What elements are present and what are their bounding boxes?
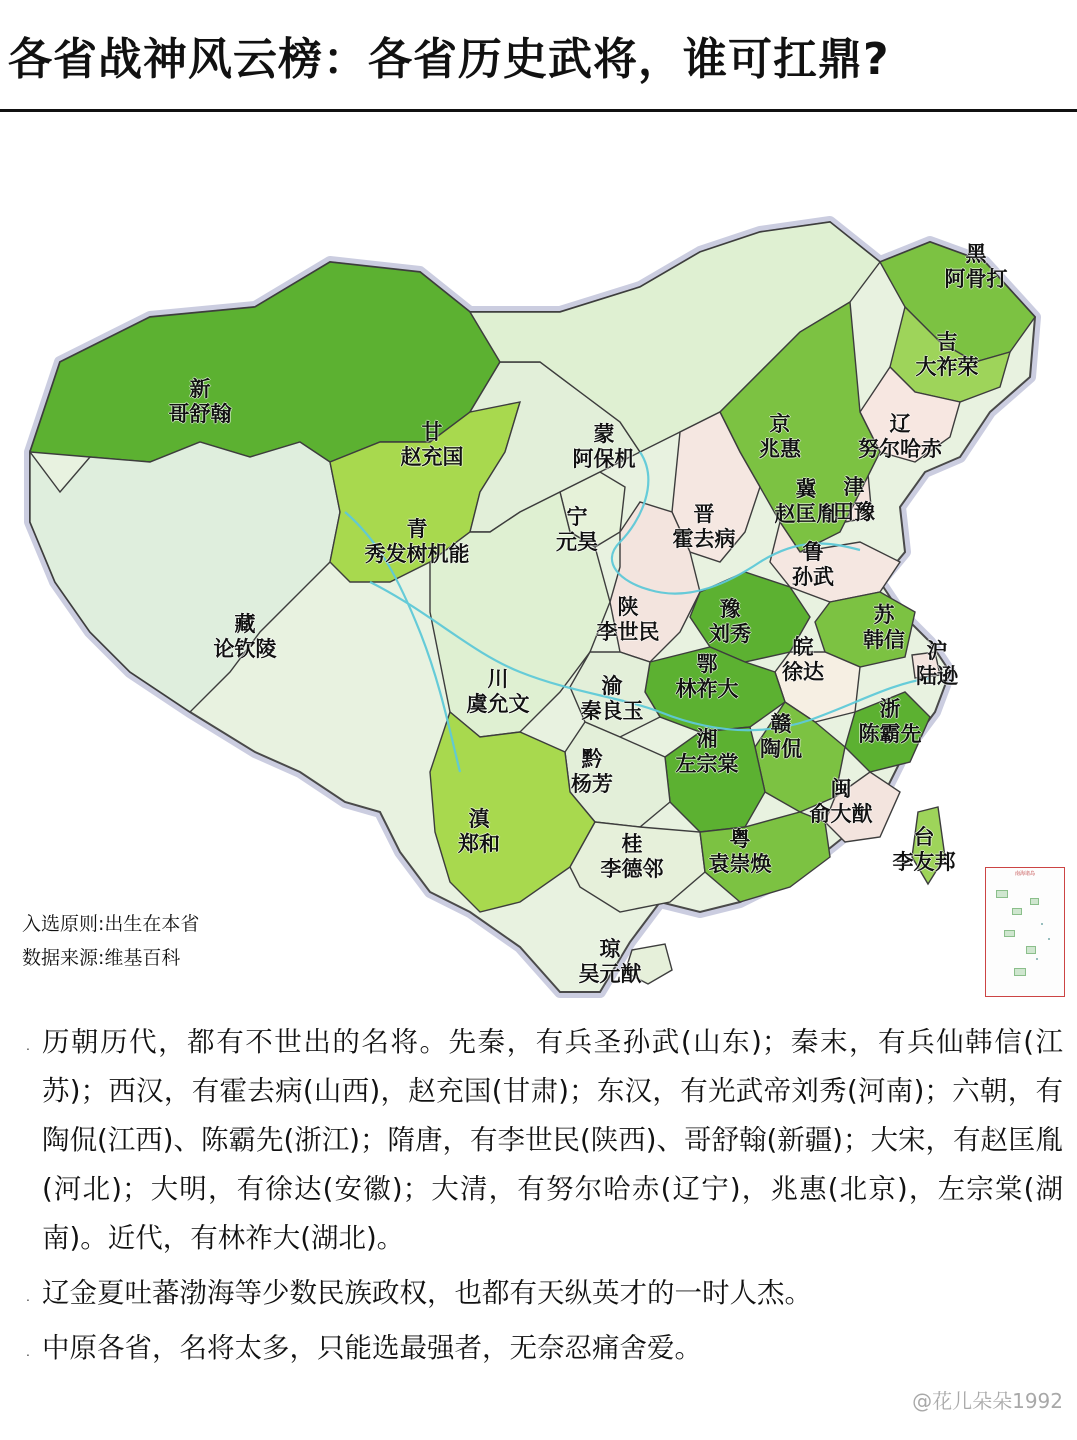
province-abbr: 沪 <box>926 639 948 663</box>
province-abbr: 藏 <box>234 612 256 636</box>
province-label <box>573 422 636 472</box>
province-general: 韩信 <box>863 628 905 652</box>
south-china-sea-inset <box>985 867 1065 997</box>
province-general: 陈霸先 <box>858 722 922 746</box>
province-general: 林祚大 <box>675 677 739 701</box>
province-general: 刘秀 <box>709 622 751 646</box>
province-label <box>945 242 1008 292</box>
province-general: 兆惠 <box>759 437 801 461</box>
province-general: 徐达 <box>782 660 824 684</box>
china-map <box>0 112 1077 1012</box>
province-label <box>709 597 751 647</box>
paragraph-text: 历朝历代，都有不世出的名将。先秦，有兵圣孙武(山东)；秦末，有兵仙韩信(江苏)；西汉，有霍去病(山西)，赵充国(甘肃)；东汉，有光武帝刘秀(河南)；六朝，有陶侃(江西)、陈霸先(浙江)；隋唐，有李世民(陕西)、哥舒翰(新疆)；大宋，有赵匡胤(河北)；大明，有徐达(安徽)；大清，有努尔哈赤(辽宁)，兆惠(北京)，左宗棠(湖南)。近代，有林祚大(湖北)。 <box>42 1026 1063 1254</box>
province-general: 阿骨打 <box>944 267 1008 291</box>
province-label <box>467 667 530 717</box>
province-label <box>673 502 736 552</box>
province-general: 大祚荣 <box>915 355 979 379</box>
province-label <box>571 747 613 797</box>
province-general: 袁崇焕 <box>708 852 772 876</box>
province-abbr: 甘 <box>421 420 443 444</box>
province-label <box>782 635 824 685</box>
province-general: 李友邦 <box>892 850 956 874</box>
article-body <box>0 1012 1077 1440</box>
province-general: 赵充国 <box>400 445 464 469</box>
province-general: 陆逊 <box>916 664 958 688</box>
province-abbr: 新 <box>189 377 211 401</box>
province-general: 秦良玉 <box>580 699 644 723</box>
province-label <box>759 412 801 462</box>
province-abbr: 蒙 <box>593 422 615 446</box>
province-general: 赵匡胤 <box>774 502 838 526</box>
province-abbr: 琼 <box>599 937 621 961</box>
province-label <box>858 412 942 462</box>
bullet-icon: · <box>25 1291 31 1307</box>
province-label <box>859 697 922 747</box>
page-title-bar <box>0 0 1077 112</box>
province-general: 孙武 <box>792 565 834 589</box>
province-label <box>893 825 956 875</box>
province-abbr: 晋 <box>693 502 715 526</box>
province-general: 俞大猷 <box>809 802 873 826</box>
province-label <box>792 540 834 590</box>
province-label <box>597 595 660 645</box>
province-abbr: 辽 <box>889 412 911 436</box>
province-abbr: 冀 <box>795 477 817 501</box>
province-general: 李世民 <box>596 620 660 644</box>
province-general: 秀发树机能 <box>364 542 470 566</box>
watermark: @花儿朵朵1992 <box>912 1389 1063 1413</box>
province-general: 霍去病 <box>672 527 736 551</box>
province-abbr: 台 <box>913 825 935 849</box>
province-label <box>810 777 873 827</box>
province-abbr: 陕 <box>617 595 639 619</box>
province-label <box>676 727 739 777</box>
province-general: 郑和 <box>458 832 500 856</box>
article-paragraph <box>14 1269 1063 1318</box>
province-label <box>916 639 958 689</box>
article-paragraph <box>14 1018 1063 1263</box>
province-label <box>760 712 802 762</box>
paragraph-text: 中原各省，名将太多，只能选最强者，无奈忍痛舍爱。 <box>42 1332 702 1364</box>
province-general: 李德邻 <box>600 857 664 881</box>
page-title: 各省战神风云榜：各省历史武将，谁可扛鼎? <box>8 33 890 85</box>
province-abbr: 湘 <box>696 727 718 751</box>
province-abbr: 渝 <box>601 674 623 698</box>
map-notes <box>22 907 199 975</box>
province-label <box>916 330 979 380</box>
province-abbr: 皖 <box>792 635 814 659</box>
paragraph-text: 辽金夏吐蕃渤海等少数民族政权，也都有天纵英才的一时人杰。 <box>42 1277 812 1309</box>
province-general: 论钦陵 <box>213 637 277 661</box>
province-label <box>601 832 664 882</box>
province-label <box>581 674 644 724</box>
province-abbr: 苏 <box>873 603 895 627</box>
province-abbr: 鄂 <box>696 652 718 676</box>
province-abbr: 吉 <box>936 330 958 354</box>
province-abbr: 鲁 <box>802 540 824 564</box>
province-label <box>556 505 598 555</box>
province-general: 虞允文 <box>466 692 530 716</box>
province-abbr: 浙 <box>879 697 901 721</box>
province-general: 哥舒翰 <box>168 402 232 426</box>
province-abbr: 青 <box>406 517 428 541</box>
province-abbr: 豫 <box>719 597 741 621</box>
province-label <box>579 937 642 987</box>
province-abbr: 川 <box>487 667 509 691</box>
province-abbr: 黔 <box>581 747 603 771</box>
province-abbr: 黑 <box>965 242 987 266</box>
data-source-note: 数据来源:维基百科 <box>22 947 181 969</box>
province-label <box>863 603 905 653</box>
province-general: 田豫 <box>833 500 875 524</box>
province-general: 元昊 <box>556 530 598 554</box>
province-abbr: 赣 <box>770 712 792 736</box>
province-general: 阿保机 <box>572 447 636 471</box>
bullet-icon: · <box>25 1040 31 1056</box>
province-general: 左宗棠 <box>675 752 739 776</box>
province-label <box>214 612 277 662</box>
bullet-icon: · <box>25 1346 31 1362</box>
province-general: 吴元猷 <box>578 962 642 986</box>
province-label <box>169 377 232 427</box>
province-label <box>401 420 464 470</box>
province-label <box>775 477 838 527</box>
selection-rule-note: 入选原则:出生在本省 <box>22 913 200 935</box>
inset-title: 南海诸岛 <box>1014 871 1035 877</box>
province-abbr: 京 <box>769 412 791 436</box>
province-label <box>458 807 500 857</box>
province-abbr: 津 <box>843 475 865 499</box>
province-abbr: 宁 <box>566 505 588 529</box>
province-abbr: 滇 <box>468 807 490 831</box>
province-abbr: 桂 <box>621 832 643 856</box>
province-label <box>833 475 875 525</box>
province-label <box>676 652 739 702</box>
province-general: 杨芳 <box>571 772 613 796</box>
province-label <box>365 517 470 567</box>
map-graphic <box>0 112 1077 1012</box>
province-abbr: 粤 <box>729 827 751 851</box>
province-label <box>709 827 772 877</box>
article-paragraph <box>14 1324 1063 1373</box>
province-general: 努尔哈赤 <box>858 437 942 461</box>
province-abbr: 闽 <box>830 777 852 801</box>
province-general: 陶侃 <box>760 737 802 761</box>
